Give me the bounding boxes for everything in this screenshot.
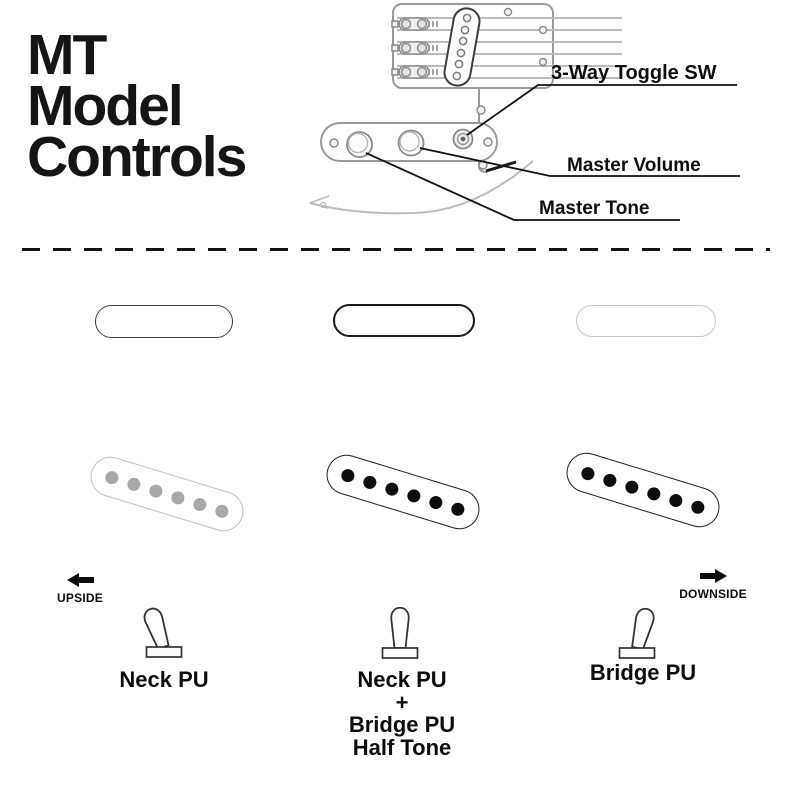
position-label-bridge: Bridge PU [589, 660, 697, 685]
bridge-screws [505, 9, 547, 66]
title-line: Controls [27, 125, 246, 189]
toggle-lever-middle-icon [365, 595, 435, 665]
bridge-pickup-shape-inactive [86, 452, 249, 536]
dashed-divider [22, 248, 770, 251]
master-volume-knob [399, 131, 424, 156]
callout-toggle-switch: 3-Way Toggle SW [551, 62, 717, 84]
body-curve [310, 161, 533, 213]
bridge-pickup-shape-active [322, 450, 485, 534]
toggle-lever-up-icon [129, 594, 199, 664]
position-label-middle: Neck PU + Bridge PU Half Tone [348, 667, 456, 760]
page-title [27, 23, 246, 189]
control-plate [321, 123, 497, 161]
toggle-lever-down-icon [602, 595, 672, 665]
title-line: MT [27, 23, 106, 87]
upside-label: UPSIDE [57, 591, 103, 605]
neck-pickup-shape-active [333, 304, 475, 337]
left-arrow-icon [67, 572, 94, 588]
title-line: Model [27, 74, 182, 138]
downside-label: DOWNSIDE [679, 587, 747, 601]
neck-pickup-shape-inactive [576, 305, 716, 337]
right-arrow-icon [700, 568, 727, 584]
callout-master-tone: Master Tone [539, 198, 650, 219]
neck-pickup-shape-active [95, 305, 233, 338]
callout-master-volume: Master Volume [567, 155, 701, 176]
bridge-and-control-plate-illustration [295, 0, 765, 250]
downside-indicator [670, 568, 756, 601]
bridge-saddles [392, 18, 437, 78]
position-label-neck: Neck PU [119, 667, 209, 692]
bridge-pickup-shape-active [562, 448, 725, 532]
upside-indicator [48, 572, 112, 605]
